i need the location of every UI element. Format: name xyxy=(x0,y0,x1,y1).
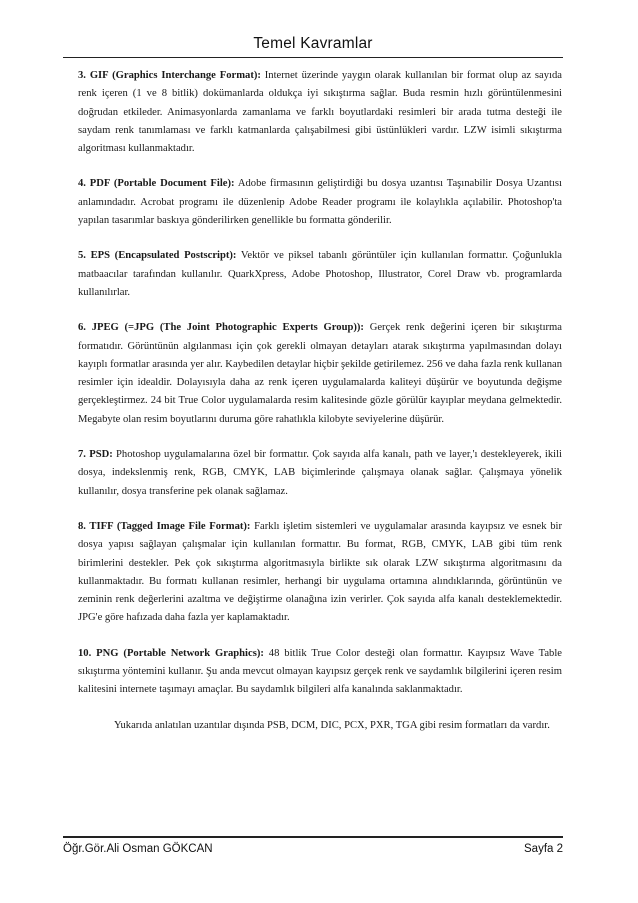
paragraph-jpeg xyxy=(78,319,562,429)
text-pdf: Adobe firmasının geliştirdiği bu dosya uzantısı Taşınabilir Dosya Uzantısı anlamındadır. Acrobat programı ile düzenlenip Adobe Reader programı ile kolaylıkla açılabilir. Photoshop'ta yapılan tasarımlar baskıya gönderilirken genellikle bu formatta gönderilir. xyxy=(78,178,562,227)
footer-page-number: Sayfa 2 xyxy=(524,843,563,855)
header-title: Temel Kavramlar xyxy=(253,35,373,52)
text-tiff: Farklı işletim sistemleri ve uygulamalar arasında kayıpsız ve esnek bir dosya yapısı sağlayan çalışmalar için kullanılan formattır. Bu format, RGB, CMYK, LAB gibi tüm renk birimlerini destekler. Pek çok sıkıştırma algoritmasıyla birlikte sık olarak LZW sıkıştırma algoritmasını da kullanmaktadır. Bu formatı kullanan resimler, herhangi bir uygulama ortamına alındıklarında, görüntünün ve zeminin renk değerlerini azaltma ve değiştirme olanağına izin verirler. Çok sayıda alfa kanalı desteklemektedir. JPG'e göre hafızada daha fazla yer kaplamaktadır. xyxy=(78,520,562,624)
text-eps: Vektör ve piksel tabanlı görüntüler için kullanılan formattır. Çoğunlukla matbaacılar tarafından kullanılır. QuarkXpress, Adobe Photoshop, Illustrator, Corel Draw vb. programlarda kullanılırlar. xyxy=(78,250,562,298)
paragraph-psd xyxy=(78,446,562,501)
term-eps: 5. EPS (Encapsulated Postscript): xyxy=(78,250,237,262)
term-pdf: 4. PDF (Portable Document File): xyxy=(78,178,235,190)
closing-paragraph: Yukarıda anlatılan uzantılar dışında PSB, DCM, DIC, PCX, PXR, TGA gibi resim formatları da vardır. xyxy=(114,719,550,731)
text-psd: Photoshop uygulamalarına özel bir formattır. Çok sayıda alfa kanalı, path ve layer,'ı destekleyerek, ikili dosya, indekslenmiş renk, RGB, CMYK, LAB biçimlerinde çalışmaya olanak sağlar. Çalışmaya yönelik kullanılır, dosya transferine pek olanak sağlamaz. xyxy=(78,449,562,497)
term-gif: 3. GIF (Graphics Interchange Format): xyxy=(78,70,261,81)
paragraph-eps xyxy=(78,247,562,302)
term-psd: 7. PSD: xyxy=(78,449,113,461)
page-header xyxy=(63,34,563,54)
paragraph-tiff xyxy=(78,518,562,628)
footer-author: Öğr.Gör.Ali Osman GÖKCAN xyxy=(63,843,213,855)
footer-rule xyxy=(63,836,563,838)
paragraph-pdf xyxy=(78,175,562,230)
header-rule xyxy=(63,57,563,58)
paragraph-gif xyxy=(78,67,562,158)
text-png: 48 bitlik True Color desteği olan formattır. Kayıpsız Wave Table sıkıştırma yöntemini kullanır. Şu anda mevcut olmayan kayıpsız gerçek renk ve saydamlık bilgilerini içeren resim kalitesini internete taşımayı amaçlar. Bu saydamlık bilgileri alfa kanalında saklanmaktadır. xyxy=(78,647,562,696)
term-tiff: 8. TIFF (Tagged Image File Format): xyxy=(78,520,251,532)
text-gif: Internet üzerinde yaygın olarak kullanılan bir format olup az sayıda renk içeren (1 ve 8 bitlik) dokümanlarda oldukça iyi sıkıştırma sağlar. Buda resmin hızlı görüntülenmesini doğrudan etkileder. Animasyonlarda zamanlama ve farklı boyutlardaki resimleri bir arada tutma desteği ile saydam renk tanımlaması ve farklı katmanlarda çalışabilmesi gibi üstünlükleri vardır. LZW isimli sıkıştırma algoritması kullanmaktadır. xyxy=(78,70,562,155)
term-png: 10. PNG (Portable Network Graphics): xyxy=(78,647,264,659)
document-body xyxy=(78,67,562,752)
paragraph-png xyxy=(78,645,562,700)
text-jpeg: Gerçek renk değerini içeren bir sıkıştırma formatıdır. Görüntünün algılanması için çok gerekli olmayan detayları atarak sıkıştırma yapılmasından dolayı kayıplı formatlar arasında yer alır. Kaybedilen detaylar hiçbir şekilde getirilemez. 256 ve daha fazla renk kullanan resimler için idealdir. Dolayısıyla daha az renk içeren uygulamalarda kaliteyi düşürür ve boyutunda değişme gerçekleştirmez. 24 bit True Color uygulamalarda resim kalitesinde gözle görülür kayıplar meydana gelmektedir. Megabyte olan resim boyutlarını duruma göre rahatlıkla kilobyte seviyelerine düşürür. xyxy=(78,322,562,425)
term-jpeg: 6. JPEG (=JPG (The Joint Photographic Experts Group)): xyxy=(78,322,364,334)
